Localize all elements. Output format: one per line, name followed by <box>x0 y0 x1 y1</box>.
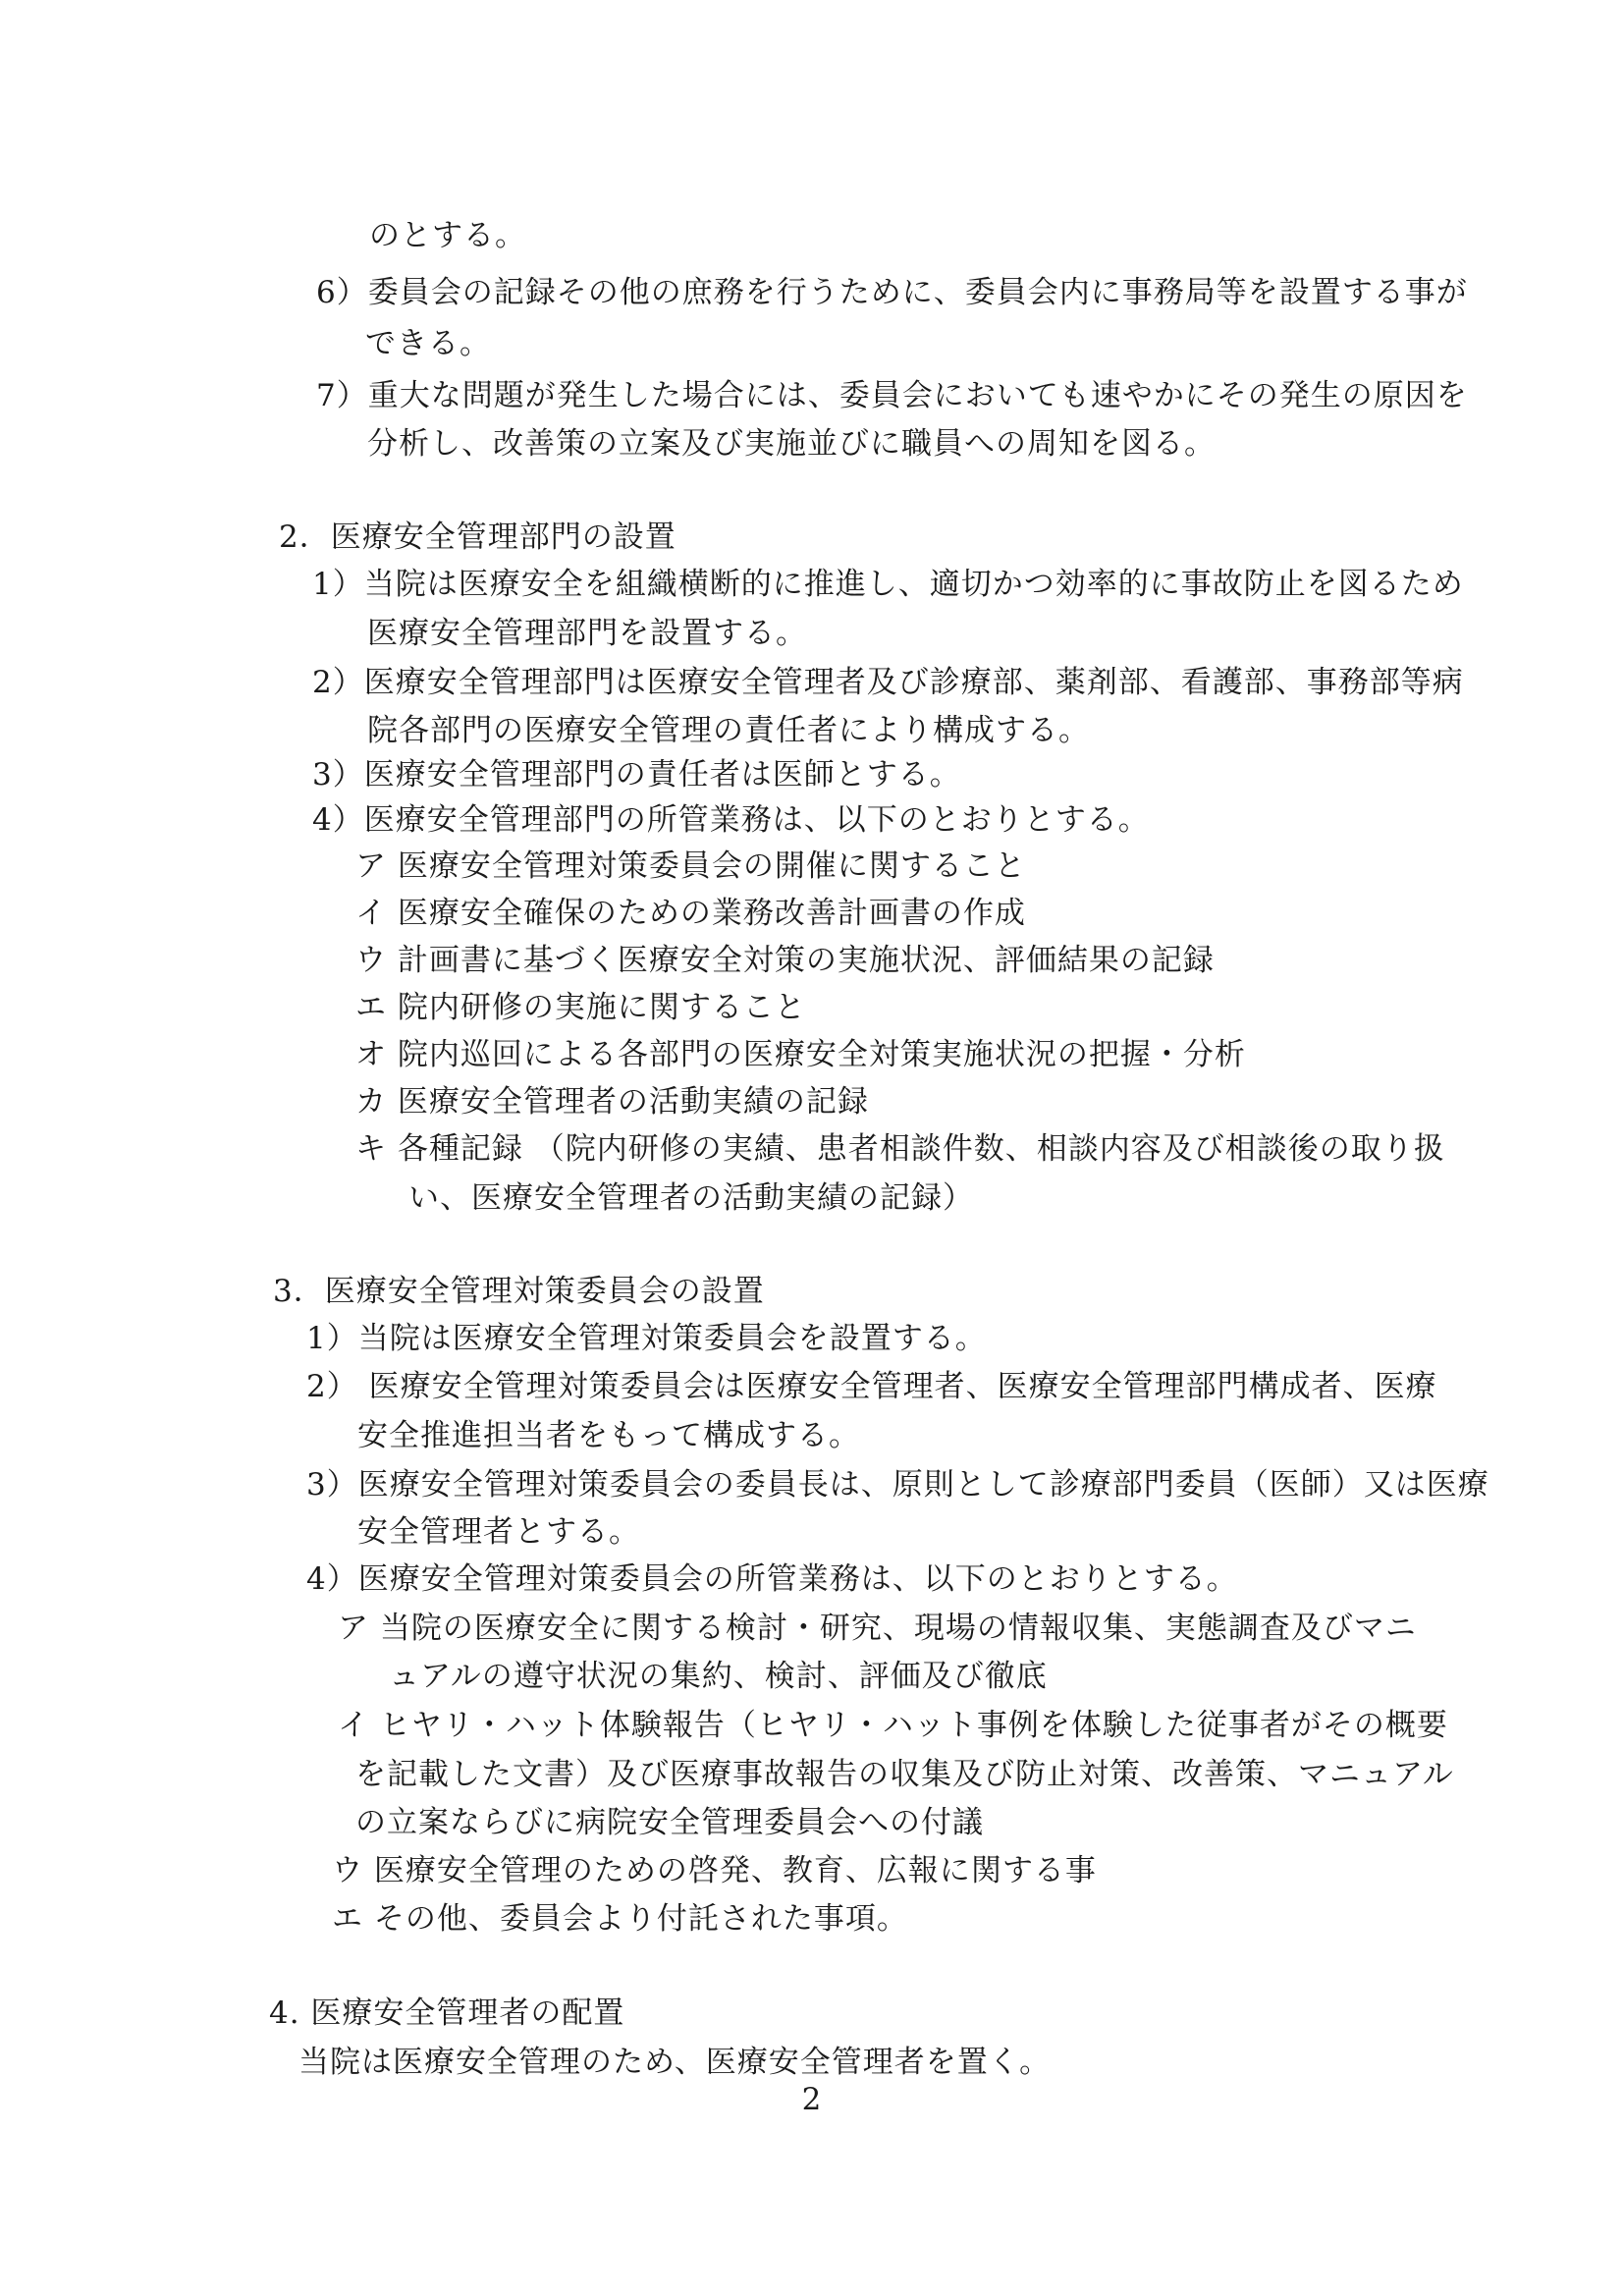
list-item: ュアルの遵守状況の集約、検討、評価及び徹底 <box>389 1659 1048 1694</box>
text-line: 4）医療安全管理対策委員会の所管業務は、以下のとおりとする。 <box>306 1561 1238 1597</box>
text-line: 2）医療安全管理部門は医療安全管理者及び診療部、薬剤部、看護部、事務部等病 <box>312 665 1464 700</box>
list-item: い、医療安全管理者の活動実績の記録） <box>408 1180 974 1216</box>
text-line: できる。 <box>365 326 491 361</box>
list-item: ウ 医療安全管理のための啓発、教育、広報に関する事 <box>332 1853 1097 1888</box>
section-heading: 4. 医療安全管理者の配置 <box>269 1995 625 2031</box>
text-line: 2） 医療安全管理対策委員会は医療安全管理者、医療安全管理部門構成者、医療 <box>306 1369 1437 1404</box>
text-line: 当院は医療安全管理のため、医療安全管理者を置く。 <box>298 2045 1052 2080</box>
list-item: イ ヒヤリ・ハット体験報告（ヒヤリ・ハット事例を体験した従事者がその概要 <box>338 1708 1448 1743</box>
list-item: オ 院内巡回による各部門の医療安全対策実施状況の把握・分析 <box>355 1037 1246 1072</box>
text-line: のとする。 <box>369 218 526 253</box>
text-line: 安全管理者とする。 <box>357 1514 640 1550</box>
text-line: 1）当院は医療安全管理対策委員会を設置する。 <box>306 1321 987 1356</box>
text-line: 3）医療安全管理部門の責任者は医師とする。 <box>312 757 961 793</box>
text-line: 分析し、改善策の立案及び実施並びに職員への周知を図る。 <box>367 426 1216 462</box>
list-item: イ 医療安全確保のための業務改善計画書の作成 <box>355 896 1026 931</box>
text-line: 7）重大な問題が発生した場合には、委員会においても速やかにその発生の原因を <box>316 378 1468 413</box>
list-item: を記載した文書）及び医療事故報告の収集及び防止対策、改善策、マニュアル <box>355 1757 1454 1792</box>
section-heading: 2．医療安全管理部門の設置 <box>279 519 676 555</box>
list-item: エ 院内研修の実施に関すること <box>355 990 806 1025</box>
list-item: カ 医療安全管理者の活動実績の記録 <box>355 1084 869 1120</box>
list-item: ア 医療安全管理対策委員会の開催に関すること <box>355 848 1026 884</box>
section-heading: 3．医療安全管理対策委員会の設置 <box>273 1274 765 1309</box>
text-line: 6）委員会の記録その他の庶務を行うために、委員会内に事務局等を設置する事が <box>316 275 1468 310</box>
list-item: ウ 計画書に基づく医療安全対策の実施状況、評価結果の記録 <box>355 943 1215 978</box>
list-item: エ その他、委員会より付託された事項。 <box>332 1901 908 1937</box>
text-line: 1）当院は医療安全を組織横断的に推進し、適切かつ効率的に事故防止を図るため <box>312 567 1464 602</box>
text-line: 院各部門の医療安全管理の責任者により構成する。 <box>367 713 1090 748</box>
text-line: 4）医療安全管理部門の所管業務は、以下のとおりとする。 <box>312 802 1150 838</box>
page-number: 2 <box>801 2082 822 2117</box>
text-line: 安全推進担当者をもって構成する。 <box>357 1418 860 1453</box>
list-item: の立案ならびに病院安全管理委員会への付議 <box>355 1805 984 1840</box>
list-item: ア 当院の医療安全に関する検討・研究、現場の情報収集、実態調査及びマニ <box>338 1611 1417 1646</box>
text-line: 3）医療安全管理対策委員会の委員長は、原則として診療部門委員（医師）又は医療 <box>306 1467 1489 1503</box>
text-line: 医療安全管理部門を設置する。 <box>367 616 807 651</box>
list-item: キ 各種記録 （院内研修の実績、患者相談件数、相談内容及び相談後の取り扱 <box>355 1131 1445 1167</box>
